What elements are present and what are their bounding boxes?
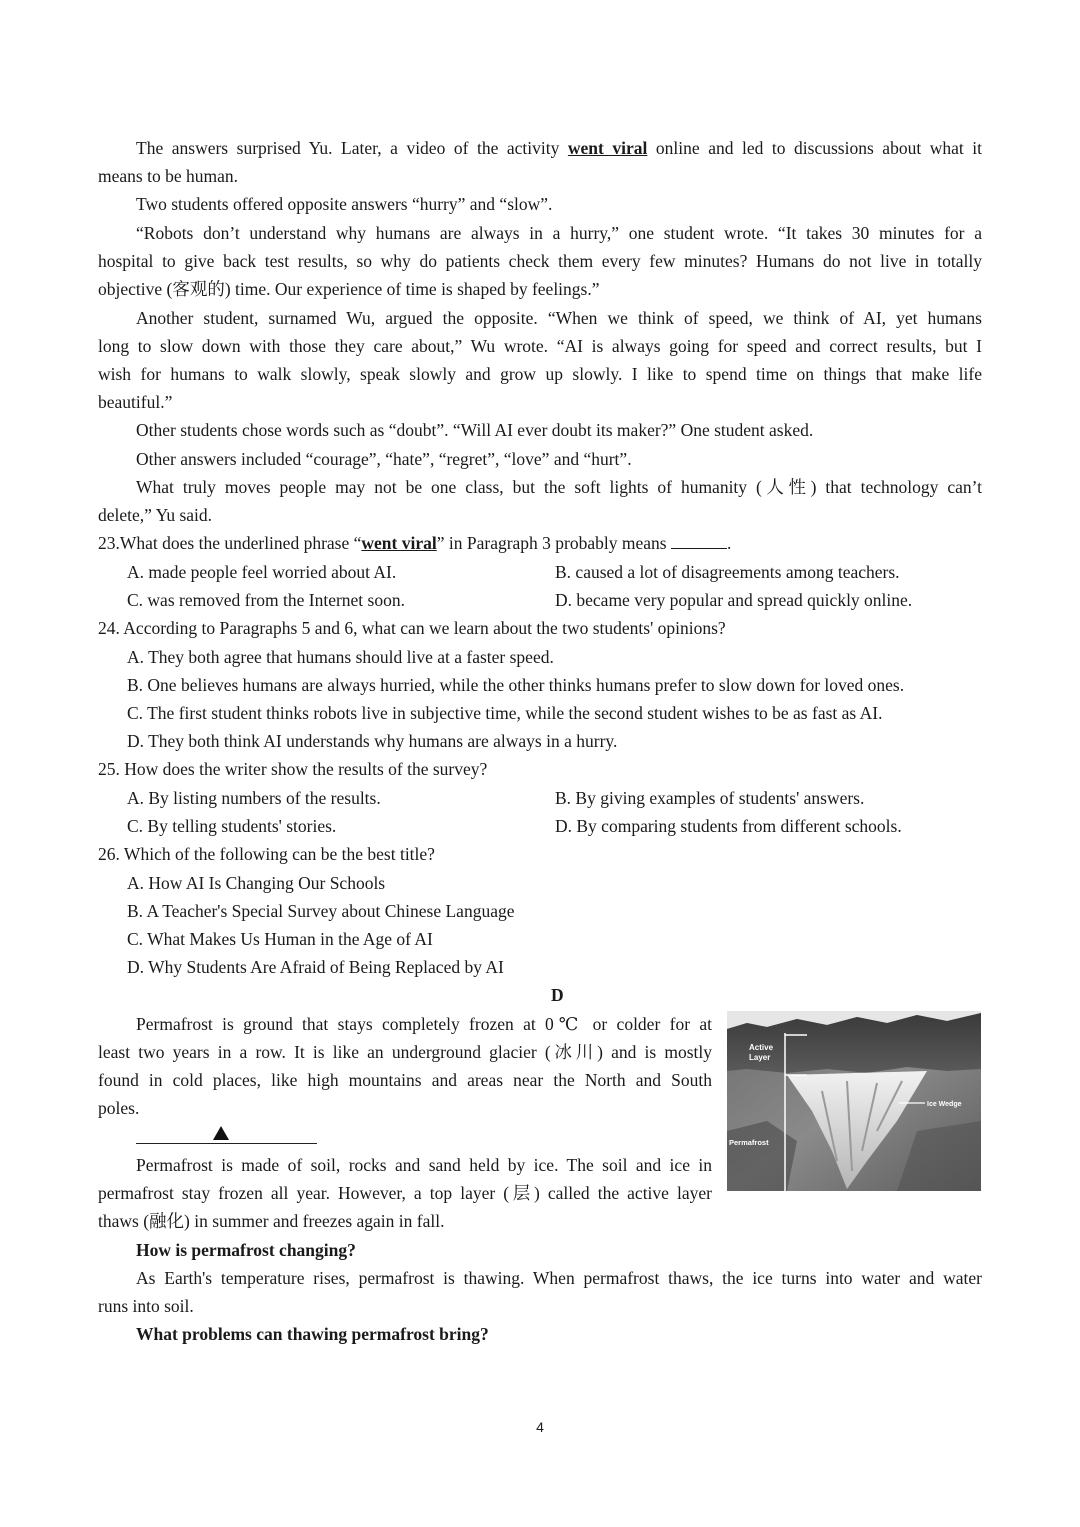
paragraph-9-line-2: delete,” Yu said. — [98, 505, 213, 525]
answer-blank — [671, 534, 727, 549]
paragraph-3-line-1: The answers surprised Yu. Later, a video of the activity went viral online and led to discussions about what it — [136, 138, 982, 158]
passage-d-p3-line-1: As Earth's temperature rises, permafrost is thawing. When permafrost thaws, the ice turns into water and water — [136, 1268, 982, 1288]
active-label-2: Layer — [749, 1053, 771, 1062]
q26-option-c: C. What Makes Us Human in the Age of AI — [127, 929, 433, 949]
passage-d-p1-line-1: Permafrost is ground that stays completely frozen at 0℃ or colder for at — [136, 1014, 712, 1034]
paragraph-5-line-3: objective (客观的) time. Our experience of time is shaped by feelings.” — [98, 279, 600, 299]
subheading-problems: What problems can thawing permafrost bring? — [136, 1324, 489, 1344]
passage-d-p2-line-3: thaws (融化) in summer and freezes again in fall. — [98, 1211, 445, 1231]
paragraph-6-line-4: beautiful.” — [98, 392, 173, 412]
paragraph-6-line-3: wish for humans to walk slowly, speak slowly and grow up slowly. I like to spend time on things that make life — [98, 364, 982, 384]
passage-d-heading: D — [551, 985, 564, 1005]
question-26: 26. Which of the following can be the best title? — [98, 844, 435, 864]
question-23: 23.What does the underlined phrase “went viral” in Paragraph 3 probably means . — [98, 533, 732, 553]
q26-option-a: A. How AI Is Changing Our Schools — [127, 873, 386, 893]
q25-option-b: B. By giving examples of students' answers. — [555, 788, 865, 808]
q26-option-b: B. A Teacher's Special Survey about Chinese Language — [127, 901, 515, 921]
q25-option-c: C. By telling students' stories. — [127, 816, 337, 836]
q24-option-d: D. They both think AI understands why humans are always in a hurry. — [127, 731, 618, 751]
q25-option-d: D. By comparing students from different schools. — [555, 816, 902, 836]
q24-option-c: C. The first student thinks robots live in subjective time, while the second student wishes to be as fast as AI. — [127, 703, 883, 723]
page-number: 4 — [536, 1419, 544, 1435]
ice-wedge-label: Ice Wedge — [927, 1101, 962, 1108]
paragraph-3-line-2: means to be human. — [98, 166, 238, 186]
paragraph-5-line-1: “Robots don’t understand why humans are always in a hurry,” one student wrote. “It takes 30 minutes for a — [136, 223, 982, 243]
passage-d-p1-line-2: least two years in a row. It is like an underground glacier (冰川) and is mostly — [98, 1042, 712, 1062]
q23-option-c: C. was removed from the Internet soon. — [127, 590, 405, 610]
q23-option-a: A. made people feel worried about AI. — [127, 562, 397, 582]
missing-sentence-blank — [136, 1143, 317, 1144]
question-25: 25. How does the writer show the results of the survey? — [98, 759, 488, 779]
active-label-1: Active — [749, 1043, 774, 1052]
passage-d-p2-line-1: Permafrost is made of soil, rocks and sand held by ice. The soil and ice in — [136, 1155, 712, 1175]
q24-option-b: B. One believes humans are always hurried, while the other thinks humans prefer to slow down for loved ones. — [127, 675, 905, 695]
paragraph-5-line-2: hospital to give back test results, so why do patients check them every few minutes? Humans do not live in totally — [98, 251, 982, 271]
permafrost-label: Permafrost — [729, 1138, 769, 1147]
passage-d-p1-line-4: poles. — [98, 1098, 140, 1118]
paragraph-6-line-1: Another student, surnamed Wu, argued the opposite. “When we think of speed, we think of AI, yet humans — [136, 308, 982, 328]
went-viral-phrase-q23: went viral — [361, 533, 437, 553]
q25-option-a: A. By listing numbers of the results. — [127, 788, 381, 808]
passage-d-p3-line-2: runs into soil. — [98, 1296, 194, 1316]
subheading-changing: How is permafrost changing? — [136, 1240, 356, 1260]
paragraph-9-line-1: What truly moves people may not be one class, but the soft lights of humanity (人性) that technology can’t — [136, 477, 982, 497]
question-24: 24. According to Paragraphs 5 and 6, what can we learn about the two students' opinions? — [98, 618, 726, 638]
q26-option-d: D. Why Students Are Afraid of Being Replaced by AI — [127, 957, 504, 977]
paragraph-4: Two students offered opposite answers “hurry” and “slow”. — [136, 194, 553, 214]
passage-d-p2-line-2: permafrost stay frozen all year. However, a top layer (层) called the active layer — [98, 1183, 712, 1203]
paragraph-6-line-2: long to slow down with those they care about,” Wu wrote. “AI is always going for speed and correct results, but I — [98, 336, 982, 356]
missing-sentence-triangle-icon — [213, 1126, 229, 1140]
paragraph-7: Other students chose words such as “doubt”. “Will AI ever doubt its maker?” One student asked. — [136, 420, 814, 440]
q23-option-b: B. caused a lot of disagreements among teachers. — [555, 562, 900, 582]
passage-d-p1-line-3: found in cold places, like high mountains and areas near the North and South — [98, 1070, 712, 1090]
q23-option-d: D. became very popular and spread quickly online. — [555, 590, 913, 610]
permafrost-photo — [727, 1011, 981, 1191]
paragraph-8: Other answers included “courage”, “hate”, “regret”, “love” and “hurt”. — [136, 449, 632, 469]
q24-option-a: A. They both agree that humans should live at a faster speed. — [127, 647, 554, 667]
went-viral-phrase: went viral — [567, 138, 648, 158]
